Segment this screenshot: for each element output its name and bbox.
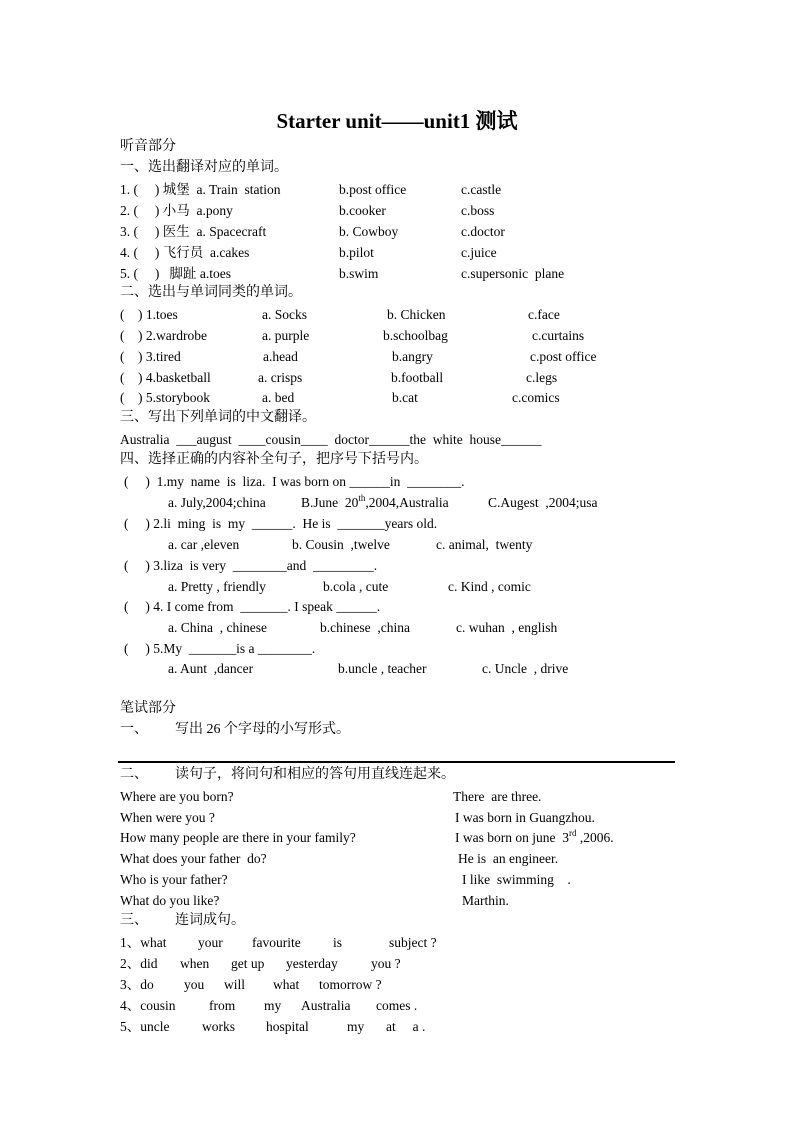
answer-option: a. China , chinese	[168, 620, 267, 635]
answer-option: c.juice	[461, 245, 497, 260]
superscript: rd	[568, 828, 577, 838]
listening-heading: 听音部分	[120, 139, 176, 154]
question-stem: ( ) 5.storybook	[120, 390, 210, 405]
match-answer	[455, 809, 595, 827]
answer-option: a. Aunt ,dancer	[168, 661, 254, 676]
answer-option: a. crisps	[258, 370, 303, 385]
section2-heading: 二、选出与单词同类的单词。	[120, 285, 302, 300]
answer-option: a.head	[263, 349, 298, 364]
question-stem: ( ) 4.basketball	[120, 370, 211, 385]
word-token: favourite	[252, 935, 301, 950]
answer-option: b. Cousin ,twelve	[292, 537, 390, 552]
answer-option: c. Kind , comic	[448, 579, 531, 594]
answer-option: c. Uncle , drive	[482, 661, 569, 676]
match-question: What does your father do?	[120, 851, 267, 866]
word-token: subject ?	[389, 935, 437, 950]
word-token: 5、uncle	[120, 1019, 170, 1034]
answer-option: b.swim	[339, 266, 379, 281]
question-stem: 1. ( ) 城堡 a. Train station	[120, 182, 281, 197]
match-answer	[458, 850, 558, 868]
word-token: your	[198, 935, 223, 950]
question-stem: 2. ( ) 小马 a.pony	[120, 203, 233, 218]
answer-option: b.uncle , teacher	[338, 661, 427, 676]
list-item	[0, 1018, 794, 1036]
word-token: tomorrow ?	[319, 977, 382, 992]
word-token: at a .	[386, 1019, 426, 1034]
written3-number: 三、	[120, 913, 148, 928]
word-token: my	[347, 1019, 365, 1034]
word-token: will	[224, 977, 246, 992]
word-token: is	[333, 935, 343, 950]
answer-option: b.chinese ,china	[320, 620, 410, 635]
list-item	[0, 306, 794, 324]
match-question: Who is your father?	[120, 872, 228, 887]
written1-number: 一、	[120, 722, 148, 737]
question-stem: 4. ( ) 飞行员 a.cakes	[120, 245, 250, 260]
written1-instruction: 写出 26 个字母的小写形式。	[175, 722, 350, 737]
answer-option: a. bed	[262, 390, 295, 405]
answer-text: Marthin.	[462, 893, 509, 908]
word-token: from	[209, 998, 236, 1013]
list-item	[0, 244, 794, 262]
answer-option: b.angry	[392, 349, 433, 364]
list-item	[0, 536, 794, 554]
page-title: Starter unit——unit1 测试	[276, 109, 518, 133]
answer-text: ,2006.	[576, 830, 614, 845]
answer-option: c.legs	[526, 370, 558, 385]
option-text: B.June 20	[301, 495, 359, 510]
answer-option: c. animal, twenty	[436, 537, 533, 552]
question-stem: ( ) 5.My _______is a ________.	[124, 641, 316, 656]
answer-option: b.pilot	[339, 245, 374, 260]
list-item	[0, 578, 794, 596]
answer-option: a. car ,eleven	[168, 537, 240, 552]
answer-option: b. Cowboy	[339, 224, 399, 239]
answer-option: c.castle	[461, 182, 502, 197]
list-item	[0, 997, 794, 1015]
question-stem: ( ) 3.liza is very ________and _________.	[124, 558, 378, 573]
answer-option: b.schoolbag	[383, 328, 448, 343]
answer-option: c.face	[528, 307, 560, 322]
word-token: comes .	[376, 998, 418, 1013]
word-token: get up	[231, 956, 265, 971]
answer-option: c.comics	[512, 390, 560, 405]
answer-text: I was born in Guangzhou.	[455, 810, 595, 825]
written2-number: 二、	[120, 767, 148, 782]
word-token: 3、do	[120, 977, 154, 992]
word-token: works	[202, 1019, 235, 1034]
translation-line: Australia ___august ____cousin____ doctor______the white house______	[120, 432, 542, 447]
match-question: Where are you born?	[120, 789, 234, 804]
answer-option: b.football	[391, 370, 444, 385]
answer-option: a. Socks	[262, 307, 307, 322]
answer-option: a. purple	[262, 328, 310, 343]
answer-text: He is an engineer.	[458, 851, 559, 866]
match-question: What do you like?	[120, 893, 220, 908]
match-answer	[462, 871, 571, 889]
word-token: you ?	[371, 956, 401, 971]
answer-option: b.post office	[339, 182, 407, 197]
written3-instruction: 连词成句。	[175, 913, 245, 928]
question-stem: ( ) 4. I come from _______. I speak ______.	[124, 599, 381, 614]
section1-heading: 一、选出翻译对应的单词。	[120, 160, 288, 175]
word-token: 2、did	[120, 956, 158, 971]
answer-option: a. Pretty , friendly	[168, 579, 266, 594]
answer-option: c.curtains	[532, 328, 585, 343]
match-question: When were you ?	[120, 810, 215, 825]
superscript: th	[358, 493, 366, 503]
answer-text: I like swimming .	[462, 872, 571, 887]
word-token: 1、what	[120, 935, 167, 950]
list-item	[0, 348, 794, 366]
word-token: 4、cousin	[120, 998, 176, 1013]
question-stem: ( ) 2.wardrobe	[120, 328, 207, 343]
word-token: Australia	[301, 998, 351, 1013]
answer-option	[301, 494, 449, 512]
written2-instruction: 读句子，将问句和相应的答句用直线连起来。	[175, 767, 455, 782]
question-stem: 5. ( ) 脚趾 a.toes	[120, 266, 231, 281]
list-item	[0, 494, 794, 512]
match-answer	[462, 892, 509, 910]
answer-option: c.doctor	[461, 224, 505, 239]
question-stem: ( ) 2.li ming is my ______. He is _______years old.	[124, 516, 438, 531]
match-question: How many people are there in your family?	[120, 830, 356, 845]
list-item	[0, 265, 794, 283]
question-stem: 3. ( ) 医生 a. Spacecraft	[120, 224, 267, 239]
list-item	[0, 976, 794, 994]
list-item	[0, 619, 794, 637]
question-stem: ( ) 3.tired	[120, 349, 181, 364]
answer-option: C.Augest ,2004;usa	[488, 495, 598, 510]
list-item	[0, 389, 794, 407]
list-item	[0, 181, 794, 199]
section3-heading: 三、写出下列单词的中文翻译。	[120, 410, 316, 425]
question-stem: ( ) 1.my name is liza. I was born on ______in ________.	[124, 474, 465, 489]
word-token: hospital	[266, 1019, 309, 1034]
answer-option: c. wuhan , english	[456, 620, 558, 635]
answer-option: b.cooker	[339, 203, 386, 218]
answer-option: c.boss	[461, 203, 495, 218]
answer-text: I was born on june 3	[455, 830, 569, 845]
word-token: yesterday	[286, 956, 338, 971]
written-heading: 笔试部分	[120, 701, 176, 716]
word-token: my	[264, 998, 282, 1013]
question-stem: ( ) 1.toes	[120, 307, 178, 322]
option-text: ,2004,Australia	[365, 495, 449, 510]
match-answer	[453, 788, 541, 806]
answer-text: There are three.	[453, 789, 542, 804]
answer-option: c.supersonic plane	[461, 266, 565, 281]
answer-option: c.post office	[530, 349, 597, 364]
answer-line	[118, 761, 675, 763]
answer-option: a. July,2004;china	[168, 495, 266, 510]
word-token: you	[184, 977, 205, 992]
answer-option: b.cat	[392, 390, 418, 405]
list-item	[0, 955, 794, 973]
word-token: what	[273, 977, 300, 992]
list-item	[0, 202, 794, 220]
word-token: when	[180, 956, 210, 971]
list-item	[0, 327, 794, 345]
section4-heading: 四、选择正确的内容补全句子，把序号下括号内。	[120, 452, 428, 467]
match-answer	[455, 829, 614, 847]
list-item	[0, 660, 794, 678]
list-item	[0, 934, 794, 952]
answer-option: b. Chicken	[387, 307, 446, 322]
list-item	[0, 369, 794, 387]
list-item	[0, 223, 794, 241]
answer-option: b.cola , cute	[323, 579, 389, 594]
